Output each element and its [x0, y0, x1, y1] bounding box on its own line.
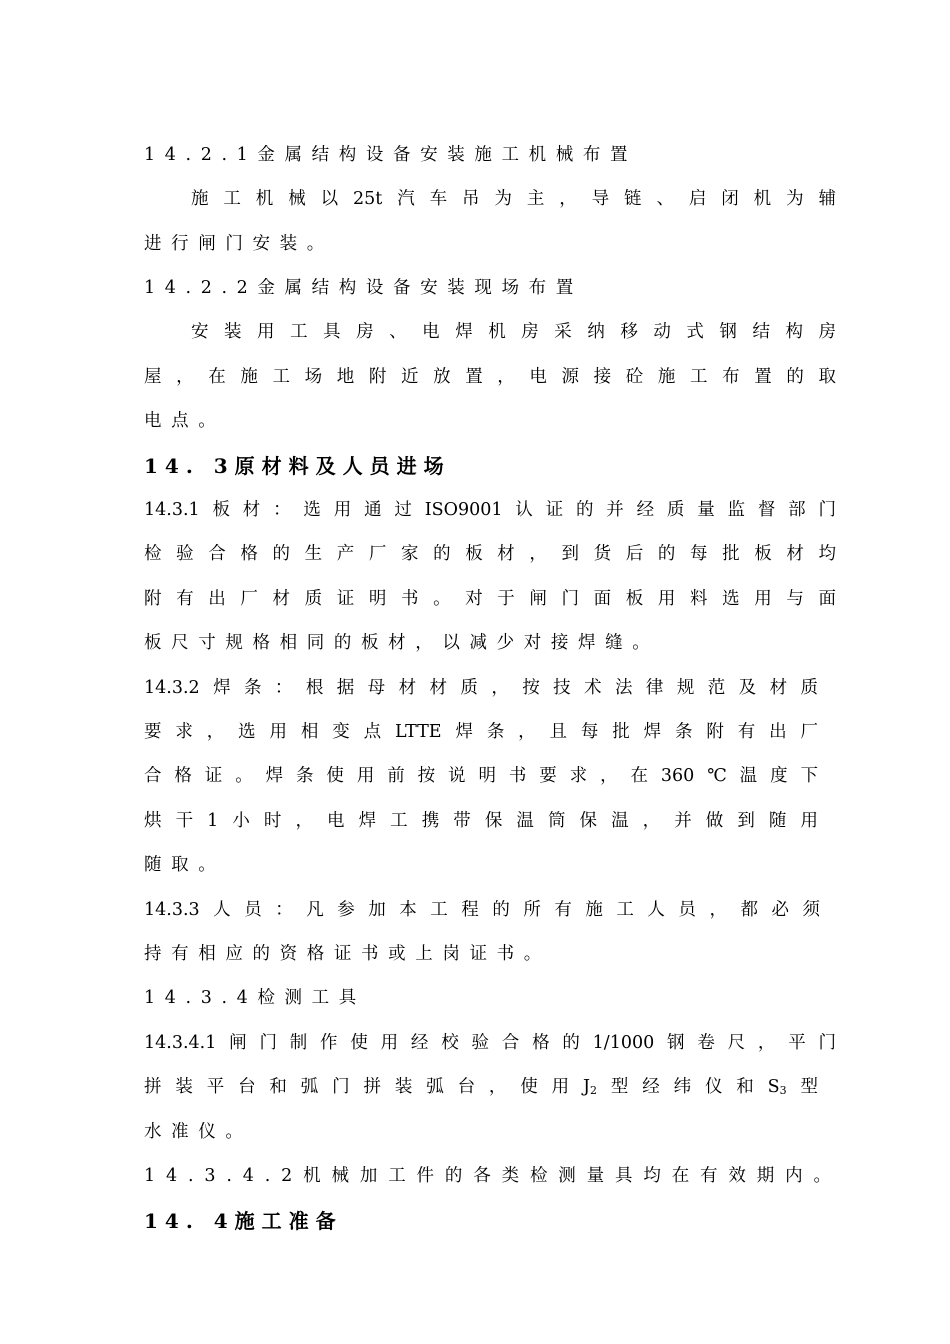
paragraph-line: 烘干1小时，电焊工携带保温筒保温，并做到随用 [144, 811, 818, 831]
text-run: 拼装平台和弧门拼装弧台，使用J [144, 1077, 591, 1097]
subscript: 2 [590, 1084, 598, 1097]
paragraph-line: 持有相应的资格证书或上岗证书。 [144, 944, 551, 964]
paragraph-line [144, 1075, 818, 1103]
paragraph-line: 14.3.4.2机械加工件的各类检测量具均在有效期内。 [144, 1166, 842, 1186]
subscript: 3 [779, 1084, 787, 1097]
text-run: 型 [786, 1077, 819, 1097]
paragraph-line: 板尺寸规格相同的板材，以减少对接焊缝。 [144, 633, 660, 653]
paragraph-line: 屋，在施工场地附近放置，电源接砼施工布置的取 [144, 367, 836, 387]
paragraph-line: 14.3.2焊条：根据母材材质，按技术法律规范及材质 [144, 678, 818, 698]
paragraph-line: 安装用工具房、电焊机房采纳移动式钢结构房 [191, 322, 836, 342]
paragraph-line: 施工机械以25t汽车吊为主，导链、启闭机为辅 [191, 189, 836, 209]
paragraph-line: 要求，选用相变点LTTE焊条，且每批焊条附有出厂 [144, 722, 818, 742]
paragraph-line: 电点。 [144, 411, 226, 431]
paragraph-line: 水准仪。 [144, 1122, 253, 1142]
paragraph-line: 检验合格的生产厂家的板材，到货后的每批板材均 [144, 544, 836, 564]
heading-14-3: 14. 3原材料及人员进场 [144, 454, 451, 478]
section-14-3-4-title: 14.3.4检测工具 [144, 988, 366, 1008]
section-14-2-2-title: 14.2.2金属结构设备安装现场布置 [144, 278, 583, 298]
paragraph-line: 随取。 [144, 855, 226, 875]
paragraph-line: 附有出厂材质证明书。对于闸门面板用料选用与面 [144, 589, 836, 609]
heading-14-4: 14. 4施工准备 [144, 1209, 343, 1233]
paragraph-line: 14.3.3人员：凡参加本工程的所有施工人员，都必须 [144, 900, 820, 920]
paragraph-line: 进行闸门安装。 [144, 234, 334, 254]
section-14-2-1-title: 14.2.1金属结构设备安装施工机械布置 [144, 145, 638, 165]
paragraph-line: 14.3.1板材：选用通过ISO9001认证的并经质量监督部门 [144, 500, 836, 520]
paragraph-line: 14.3.4.1闸门制作使用经校验合格的1/1000钢卷尺，平门 [144, 1033, 836, 1053]
paragraph-line: 合格证。焊条使用前按说明书要求，在360℃温度下 [144, 766, 818, 786]
text-run: 型经纬仪和S [597, 1077, 780, 1097]
